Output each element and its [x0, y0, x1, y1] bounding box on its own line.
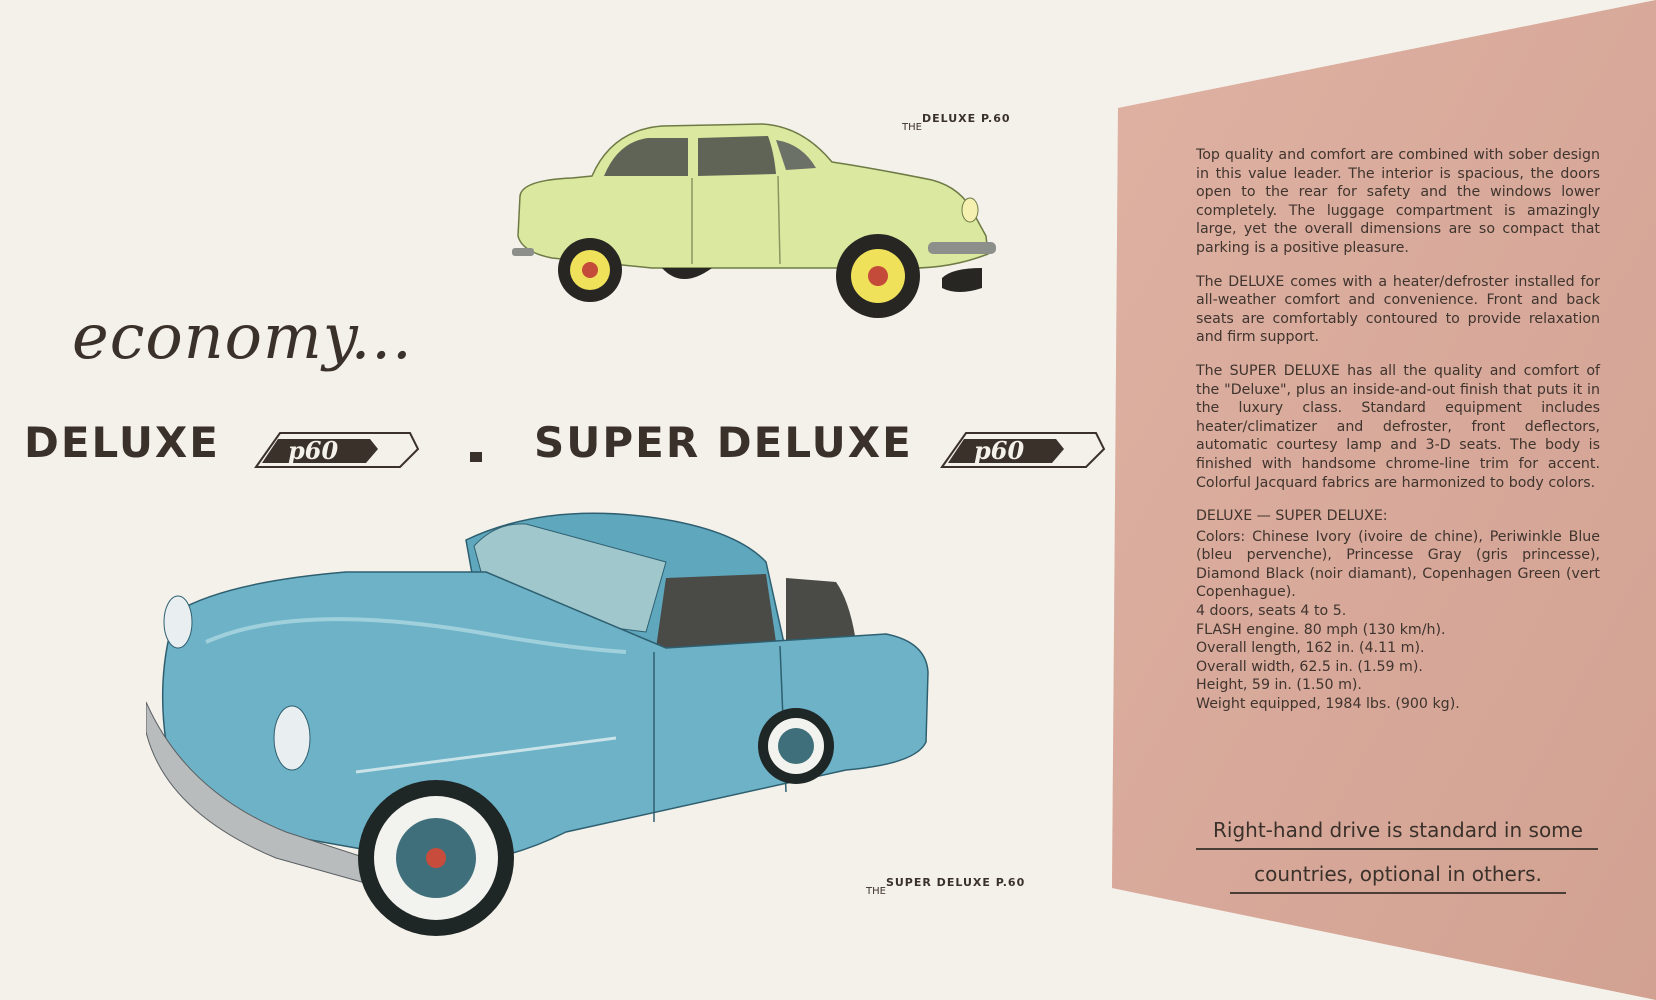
deluxe-caption-prefix: THE — [902, 122, 922, 133]
deluxe-caption — [902, 112, 1011, 133]
super-deluxe-caption — [866, 876, 1026, 897]
super-deluxe-caption-prefix: THE — [866, 886, 886, 897]
spec-item: Overall length, 162 in. (4.11 m). — [1196, 640, 1425, 657]
description-paragraph-1: Top quality and comfort are combined with sober design in this value leader. The interior is spacious, the doors open to the rear for safety and the windows lower completely. The luggage compartment is amazingly large, yet the overall dimensions are so compact that parking is a positive pleasure. — [1196, 147, 1600, 256]
deluxe-car-image — [512, 118, 1024, 328]
spec-item: Height, 59 in. (1.50 m). — [1196, 677, 1362, 694]
p60-badge-right — [936, 427, 1106, 475]
deluxe-heading: DELUXE — [24, 418, 220, 467]
spec-item: Overall width, 62.5 in. (1.59 m). — [1196, 658, 1423, 675]
economy-tagline: economy... — [72, 300, 413, 373]
super-deluxe-heading: SUPER DELUXE — [534, 418, 913, 467]
footnote-rule-2 — [1230, 892, 1566, 894]
super-deluxe-car-image — [146, 502, 936, 972]
footnote-line-2 — [1196, 862, 1600, 886]
spec-list — [1196, 528, 1600, 714]
super-deluxe-caption-name: SUPER DELUXE P.60 — [885, 876, 1026, 889]
description-paragraph-2: The DELUXE comes with a heater/defroster installed for all-weather comfort and convenience. Front and back seats are comfortably contoured to provide relaxation and firm support. — [1196, 273, 1600, 346]
footnote-text-2: countries, optional in others. — [1254, 862, 1542, 886]
p60-badge-left-text: p60 — [288, 436, 339, 465]
separator-dot — [470, 452, 482, 462]
footnote-text-1: Right-hand drive is standard in some — [1213, 818, 1583, 842]
spec-item: FLASH engine. 80 mph (130 km/h). — [1196, 621, 1446, 638]
spec-item: 4 doors, seats 4 to 5. — [1196, 603, 1347, 620]
spec-item: Weight equipped, 1984 lbs. (900 kg). — [1196, 696, 1460, 713]
spec-heading: DELUXE — SUPER DELUXE: — [1196, 508, 1388, 525]
description-panel — [1196, 146, 1600, 714]
spec-item: Colors: Chinese Ivory (ivoire de chine), Periwinkle Blue (bleu pervenche), Princesse Gray (gris princesse), Diamond Black (noir diamant), Copenhagen Green (vert Copenhague). — [1196, 528, 1600, 601]
deluxe-caption-name: DELUXE P.60 — [921, 112, 1011, 125]
description-paragraph-3: The SUPER DELUXE has all the quality and comfort of the "Deluxe", plus an inside-and-out finish that puts it in the luxury class. Standard equipment includes heater/climatizer and defroster, front deflectors, automatic courtesy lamp and 3-D seats. The body is finished with handsome chrome-line trim for accent. Colorful Jacquard fabrics are harmonized to body colors. — [1196, 362, 1600, 491]
p60-badge-left — [250, 427, 420, 475]
p60-badge-right-text: p60 — [974, 436, 1025, 465]
footnote-line-1 — [1196, 818, 1600, 842]
footnote-rule-1 — [1196, 848, 1598, 850]
